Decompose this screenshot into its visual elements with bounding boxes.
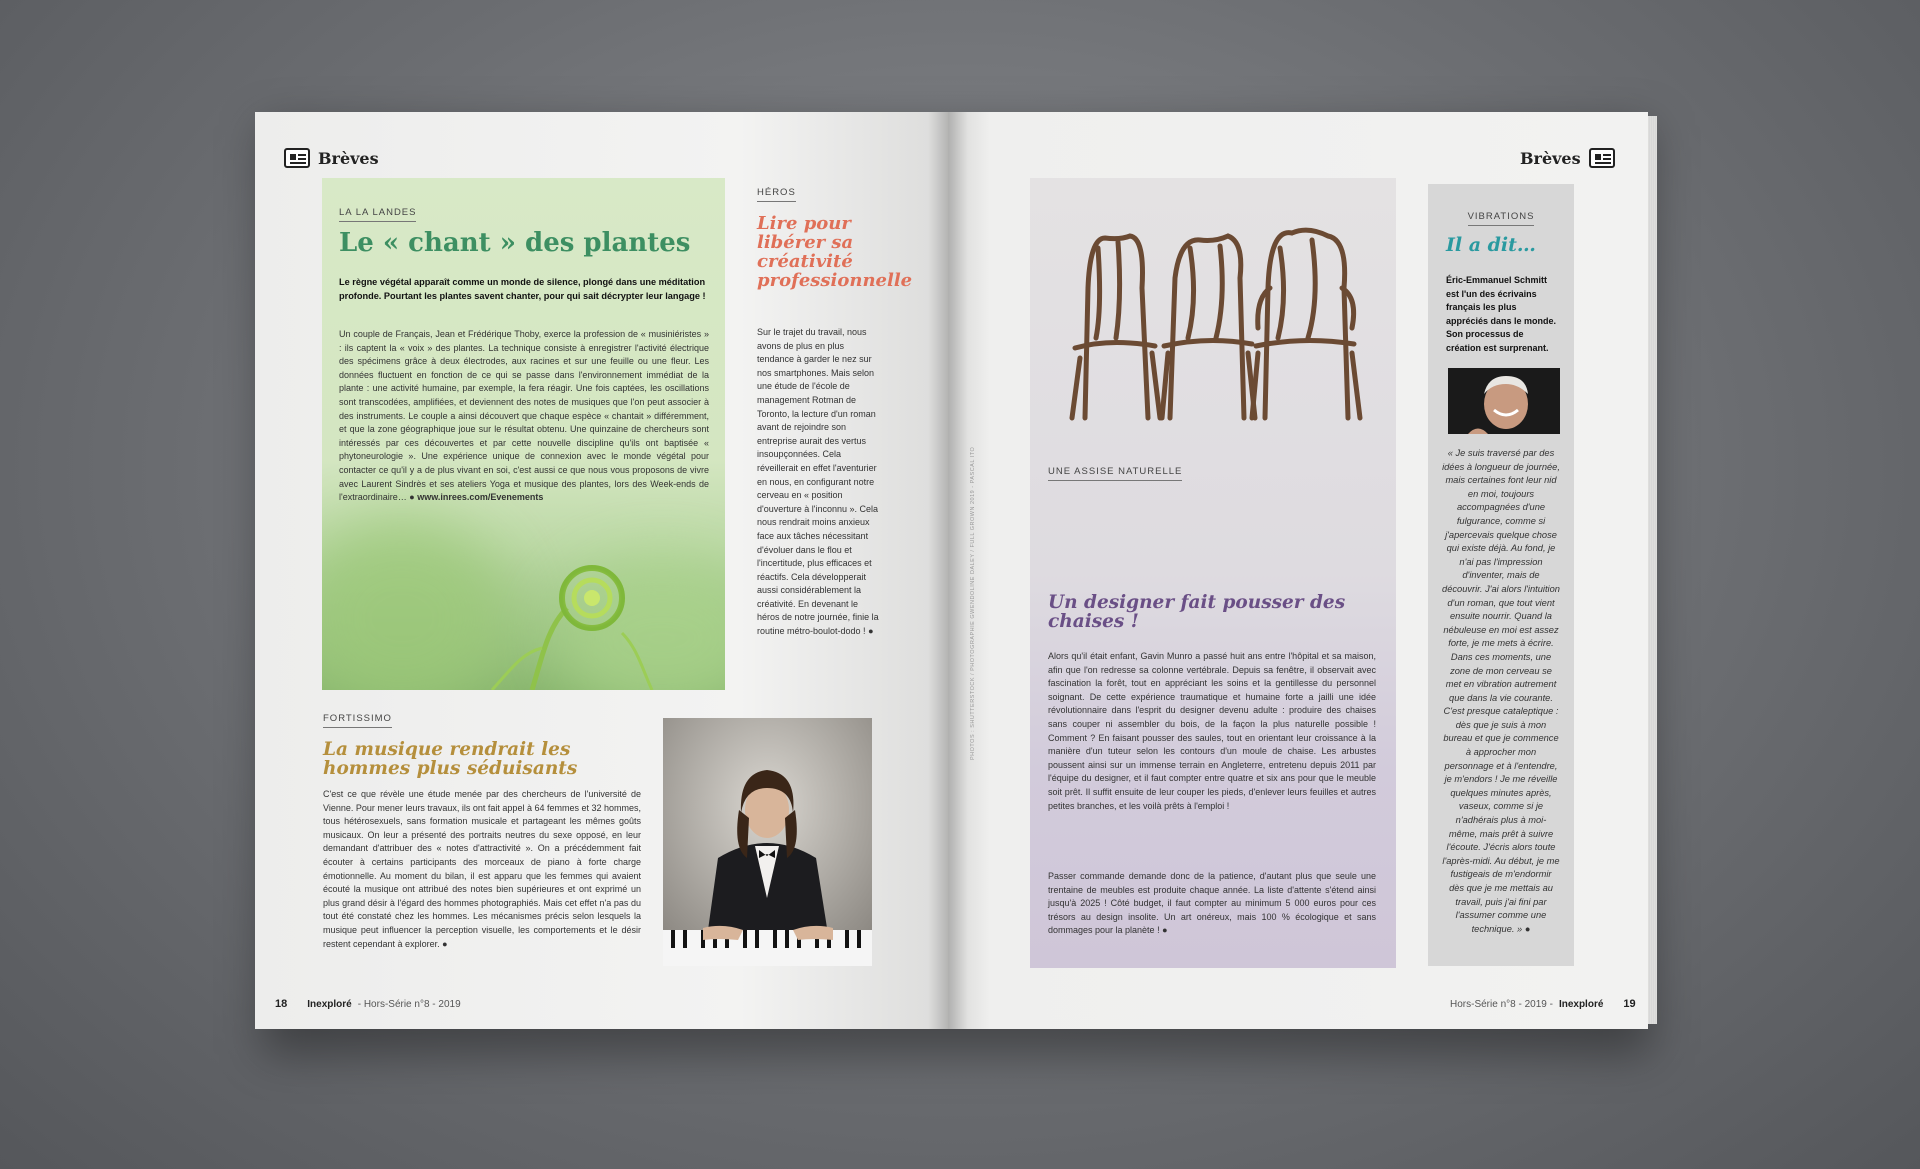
- vibrations-lead: Éric-Emmanuel Schmitt est l'un des écrivains français les plus appréciés dans le monde. Son processus de création est surprenant.: [1446, 275, 1557, 353]
- left-section-header: [284, 148, 379, 168]
- footer-brand-right: Inexploré: [1558, 998, 1604, 1010]
- plants-url[interactable]: ● www.inrees.com/Evenements: [409, 492, 544, 503]
- plants-article: [322, 178, 725, 690]
- plants-body: [339, 328, 709, 505]
- vibrations-sidebar: [1428, 184, 1574, 966]
- fortissimo-kicker-wrap: [323, 708, 392, 728]
- heros-kicker-wrap: [757, 182, 796, 202]
- photo-credit: PHOTOS : SHUTTERSTOCK / PHOTOGRAPHIE GWENDOLINE DALEY / FULL GROWN 2019 - PASCAL ITO: [970, 446, 976, 760]
- fern-image: [472, 538, 672, 690]
- plants-headline: Le « chant » des plantes: [339, 228, 691, 258]
- fortissimo-headline: La musique rendrait les hommes plus séduisants: [323, 739, 578, 780]
- page-number-right: 19: [1623, 998, 1636, 1010]
- section-title-right: Brèves: [1520, 148, 1581, 168]
- plants-kicker: LA LA LANDES: [339, 207, 416, 222]
- heros-kicker: HÉROS: [757, 187, 796, 202]
- page-number-left: 18: [275, 998, 288, 1010]
- newspaper-icon: [284, 148, 310, 168]
- heros-body: Sur le trajet du travail, nous avons de plus en plus tendance à garder le nez sur nos smartphones. Mais selon une étude de l'école de management Rotman de Toronto, la lecture d'un roman avant de rejoindre son entreprise aurait des vertus insoupçonnées. Cela réveillerait en effet l'aventurier en nous, en configurant notre cerveau en « position d'ouverture à l'inconnu ». Cela nous rendrait moins anxieux face aux tâches nécessitant d'évoluer dans le flou et l'incertitude, plus efficaces et réactifs. Cela développerait aussi considérablement la créativité. En devenant le héros de notre journée, finie la routine métro-boulot-dodo ! ●: [757, 327, 879, 637]
- footer-issue-right: Hors-Série n°8 - 2019 -: [1450, 998, 1553, 1010]
- assise-kicker: UNE ASSISE NATURELLE: [1048, 466, 1182, 481]
- footer-issue-left: - Hors-Série n°8 - 2019: [357, 998, 461, 1010]
- fortissimo-kicker: FORTISSIMO: [323, 713, 392, 728]
- plants-lead: Le règne végétal apparaît comme un monde de silence, plongé dans une méditation profonde. Pourtant les plantes savent chanter, pour qui sait décrypter leur langage !: [339, 277, 706, 301]
- left-footer: [275, 998, 461, 1010]
- assise-headline: Un designer fait pousser des chaises !: [1048, 592, 1346, 633]
- vibrations-kicker: VIBRATIONS: [1468, 211, 1535, 226]
- fortissimo-body: C'est ce que révèle une étude menée par des chercheurs de l'université de Vienne. Pour mener leurs travaux, ils ont fait appel à 64 femmes et 32 hommes, tous hétérosexuels, sans formation musicale et partageant les mêmes goûts musicaux. On leur a présenté des portraits neutres du sexe opposé, en leur demandant d'attribuer des « notes d'attractivité ». On a précédemment fait écouter à certains participants des morceaux de piano à forte charge émotionnelle. Au moment du bilan, il est apparu que les femmes qui avaient écouté la musique ont attribué des notes bien supérieures et ont exprimé un plus grand désir à l'égard des hommes photographiés. Mais cet effet n'a pas du tout été constaté chez les hommes. Les mécanismes précis selon lesquels la musique peut influencer la perception visuelle, les comportements et le désir restent cependant à explorer. ●: [323, 789, 641, 949]
- right-section-header: [1520, 148, 1615, 168]
- newspaper-icon: [1589, 148, 1615, 168]
- heros-headline: Lire pour libérer sa créativité professionnelle: [757, 213, 913, 291]
- chairs-article: [1030, 178, 1396, 968]
- vibrations-quote: « Je suis traversé par des idées à longueur de journée, mais certaines font leur nid en moi, toujours accompagnées d'une fulgurance, comme si j'apercevais quelque chose qui existe déjà. Au fond, je n'ai pas l'impression d'inventer, mais de découvrir. J'ai alors l'intuition d'un roman, que tout vient ensuite nourrir. Quand la nébuleuse en moi est assez forte, je me mets à écrire. Dans ces moments, une zone de mon cerveau se met en vibration autrement que dans la vie courante. C'est presque cataleptique : dès que je suis à mon bureau et que je commence à approcher mon personnage et à l'entendre, je m'endors ! Je me réveille quelques minutes après, vaseux, comme si je n'adhérais plus à moi-même, mais prêt à suivre l'écoute. J'écris alors toute l'après-midi. Au début, je me fustigeais de m'endormir dès que je me mettais au travail, puis j'ai fini par l'assumer comme une technique. » ●: [1442, 448, 1560, 934]
- schmitt-portrait: [1448, 368, 1560, 434]
- chairs-photo: [1030, 178, 1396, 448]
- right-footer: [1450, 998, 1636, 1010]
- assise-body-1: Alors qu'il était enfant, Gavin Munro a passé huit ans entre l'hôpital et sa maison, afin que l'on redresse sa colonne vertébrale. Depuis sa fenêtre, il observait avec fascination la forêt, tout en appréciant les soins et la gentillesse du personnel soignant. De cette expérience traumatique et humaine forte a jailli une idée révolutionnaire dans l'esprit du designer devenu adulte : produire des chaises sans couper ni assembler du bois, de la façon la plus naturelle possible ! Comment ? En faisant pousser des saules, tout en orientant leur croissance à la manière d'un tuteur selon les contours d'un moule de chaise. Les arbustes poussent ainsi sur un immense terrain en Angleterre, entretenu depuis 2011 par l'équipe du designer, et il faut compter entre quatre et six ans pour que le meuble soit prêt. Il suffit ensuite de leur couper les pieds, d'enlever leurs feuilles et autres petites branches, et les voilà prêts à l'emploi !: [1048, 651, 1376, 811]
- plants-body-text: Un couple de Français, Jean et Frédérique Thoby, exerce la profession de « musiniéristes » : ils captent la « voix » des plantes. La technique consiste à enregistrer l'activité électrique des spécimens grâce à deux électrodes, aux racines et sur une feuille ou une fleur. Les données fluctuent en fonction de ce qui se passe dans l'environnement immédiat de la plante : une activité humaine, par exemple, la fera réagir. Une fois captées, les oscillations sont transcodées, amplifiées, et deviennent des notes de musiques que l'on peut associer à des instruments. Le couple a ainsi découvert que chaque espèce « chantait » différemment, et que la zone géographique joue sur le résultat obtenu. Une quinzaine de chercheurs sont intéressés par ces découvertes et par cette nouvelle discipline qu'ils ont baptisée « phytoneurologie ». Une expérience unique de connexion avec le monde végétal pour contacter ce qu'il y a de plus vivant en soi, c'est aussi ce que nous vous proposons de vivre avec Laurent Sindrès et ses ateliers Yoga et musique des plantes, lors des Week-ends de l'extraordinaire…: [339, 329, 709, 503]
- pianist-photo: [663, 718, 872, 966]
- section-title: Brèves: [318, 148, 379, 168]
- vibrations-headline: Il a dit…: [1446, 234, 1536, 256]
- footer-brand-left: Inexploré: [307, 998, 352, 1010]
- spine-shadow: [928, 112, 968, 1029]
- assise-body-2: Passer commande demande donc de la patience, d'autant plus que seule une trentaine de meubles est produite chaque année. La liste d'attente s'étend ainsi jusqu'à 2025 ! Côté budget, il faut compter au minimum 5 000 euros pour ces trésors au design insolite. Un art onéreux, mais 100 % écologique et sans dommages pour la planète ! ●: [1048, 871, 1376, 936]
